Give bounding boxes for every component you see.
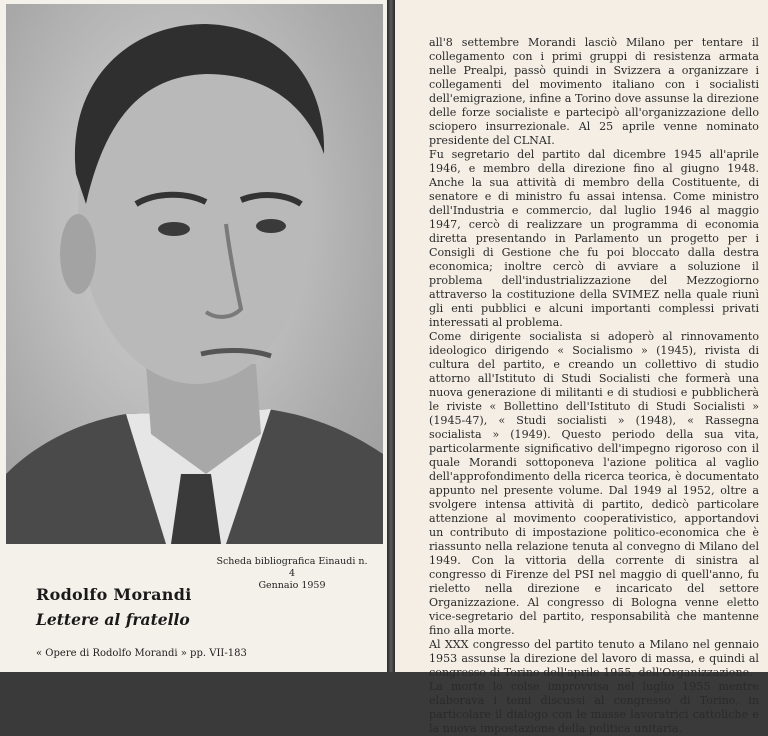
page-divider — [387, 0, 395, 672]
paragraph: Al XXX congresso del partito tenuto a Milano nel gennaio 1953 assunse la direzione del lavoro di massa, e quindi al congresso di Torino dell'aprile 1955, dell'Organizzazione. — [429, 638, 759, 679]
left-page — [0, 0, 387, 672]
biography-text — [429, 36, 759, 736]
scheda-line-2: Gennaio 1959 — [258, 580, 326, 591]
author-name: Rodolfo Morandi — [36, 585, 192, 604]
paragraph: Come dirigente socialista si adoperò al rinnovamento ideologico dirigendo « Socialismo » (1945), rivista di cultura del partito, e creando un collettivo di studio attorno all'Istituto di Studi Socialisti che formerà una nuova generazione di militanti e di studiosi e pubblicherà le riviste « Bollettino dell'Istituto di Studi Socialisti » (1945-47), « Studi socialisti » (1948), « Rassegna socialista » (1949). Questo periodo della sua vita, particolarmente significativo dell'impegno rigoroso con il quale Morandi sottoponeva l'azione politica al vaglio dell'approfondimento della ricerca teorica, è documentato appunto nel presente volume. Dal 1949 al 1952, oltre a svolgere intensa attività di partito, dedicò particolare attenzione al movimento cooperativistico, apportandovi un contributo di impostazione politico-economica che è riassunto nella relazione tenuta al convegno di Milano del 1949. Con la vittoria della corrente di sinistra al congresso di Firenze del PSI nel maggio di quell'anno, fu rieletto nella direzione e incaricato del settore Organizzazione. Al congresso di Bologna venne eletto vice-segretario del partito, responsabilità che mantenne fino alla morte. — [429, 330, 759, 637]
portrait-photo — [6, 4, 383, 544]
portrait-illustration — [6, 4, 383, 544]
paragraph: all'8 settembre Morandi lasciò Milano per tentare il collegamento con i primi gruppi di resistenza armata nelle Prealpi, passò quindi in Svizzera a organizzare i collegamenti del movimento italiano con i socialisti dell'emigrazione, infine a Torino dove assunse la direzione delle forze socialiste e partecipò all'organizzazione dello sciopero insurrezionale. Al 25 aprile venne nominato presidente del CLNAI. — [429, 36, 759, 147]
right-page — [395, 0, 768, 735]
paragraph: La morte lo colse improvvisa nel luglio 1955 mentre elaborava i temi discussi al congresso di Torino, in particolare il dialogo con le masse lavoratrici cattoliche e la nuova impostazione della politica unitaria. — [429, 680, 759, 735]
scheda-line-1: Scheda bibliografica Einaudi n. 4 — [216, 556, 368, 579]
series-info: « Opere di Rodolfo Morandi » pp. VII-183 — [36, 648, 247, 659]
scheda-bibliografica — [212, 556, 372, 592]
paragraph: Fu segretario del partito dal dicembre 1945 all'aprile 1946, e membro della direzione fino al giugno 1948. Anche la sua attività di membro della Costituente, di senatore e di ministro fu assai intensa. Come ministro dell'Industria e commercio, dal luglio 1946 al maggio 1947, cercò di realizzare un programma di economia diretta presentando in Parlamento un progetto per i Consigli di Gestione che fu poi bloccato dalla destra economica; inoltre cercò di avviare a soluzione il problema dell'industrializzazione del Mezzogiorno attraverso la costituzione della SVIMEZ nella quale riunì gli enti pubblici e alcuni importanti complessi privati interessati al problema. — [429, 148, 759, 329]
book-title: Lettere al fratello — [36, 610, 190, 629]
